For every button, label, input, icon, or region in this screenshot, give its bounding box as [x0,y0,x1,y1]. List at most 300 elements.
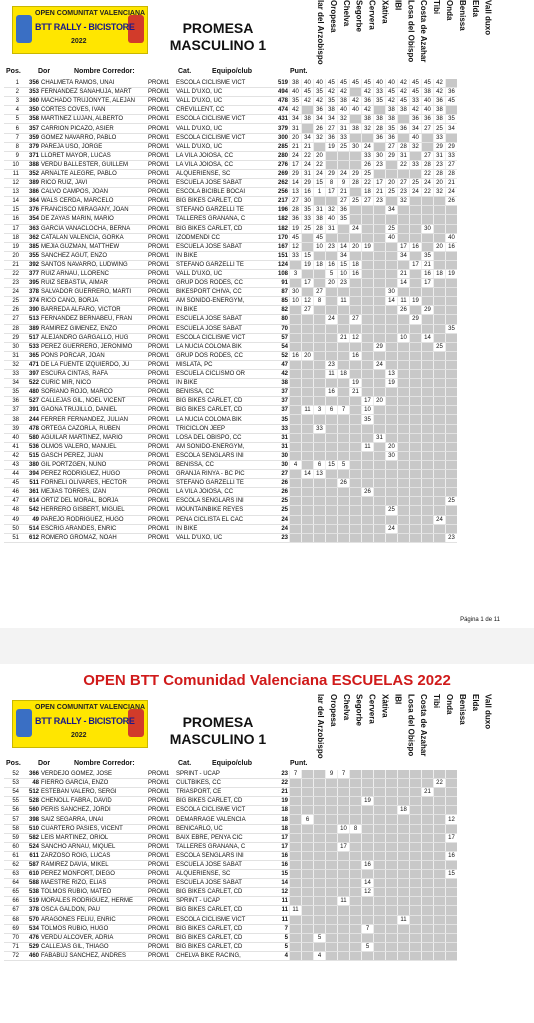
race-score-cell [446,360,458,369]
race-score-cell [290,933,302,942]
rider-position: 41 [4,442,20,451]
rider-bib: 49 [20,515,40,524]
race-score-cell [422,133,434,142]
race-score-cell [398,770,410,779]
race-score-cell: 21 [398,269,410,278]
race-score-cell: 31 [338,124,350,133]
race-score-cell: 42 [350,97,362,106]
race-score-cell [386,942,398,951]
race-score-cell [362,324,374,333]
rider-team: LA NUCIA COLOMA BIK [175,342,271,351]
rider-team: MOUNTAINBIKE REYES [175,506,271,515]
race-score-cell [398,533,410,542]
race-score-cell [446,433,458,442]
race-score-cell [338,906,350,915]
table-row [4,506,457,515]
rider-position: 12 [4,179,20,188]
rider-team: LA VILA JOIOSA, CC [175,488,271,497]
table-row [4,951,457,960]
race-score-cell [338,915,350,924]
rider-position: 35 [4,388,20,397]
race-score-cell [398,288,410,297]
race-score-cell: 3 [290,269,302,278]
race-score-cell [422,870,434,879]
race-score-cell [290,379,302,388]
rider-name: OSCA GALDON, PAU [40,906,147,915]
race-score-cell [350,297,362,306]
rider-name: SAIZ SEGARRA, UNAI [40,815,147,824]
race-score-cell: 38 [290,79,302,88]
race-score-cell [362,933,374,942]
rider-points: 11 [271,897,290,906]
race-score-cell [386,342,398,351]
rider-category: PROM1 [147,342,175,351]
race-score-cell [410,924,422,933]
race-score-cell [446,515,458,524]
race-score-cell: 40 [326,215,338,224]
race-score-cell [434,297,446,306]
race-score-cell: 8 [326,179,338,188]
race-score-cell [410,388,422,397]
race-score-cell: 16 [302,188,314,197]
rider-bib: 378 [20,288,40,297]
race-score-cell: 29 [290,169,302,178]
table-row [4,442,457,451]
table-row [4,360,457,369]
race-score-cell [302,324,314,333]
race-score-cell [338,524,350,533]
race-score-cell: 26 [398,306,410,315]
race-score-cell [434,406,446,415]
race-score-cell [446,370,458,379]
race-score-cell [350,488,362,497]
rider-name: ORTEGA CAZORLA, RUBEN [40,424,147,433]
race-score-cell: 45 [446,97,458,106]
race-score-cell [350,842,362,851]
rider-name: ZARZOSO ROIG, LUCAS [40,851,147,860]
rider-name: FIERRO GARCIA, ENZO [40,779,147,788]
rider-name: VERDU ALCOVER, ADRIA [40,933,147,942]
race-score-cell: 16 [290,351,302,360]
race-score-cell: 25 [386,188,398,197]
race-score-cell [434,533,446,542]
race-score-cell: 17 [422,279,434,288]
rider-bib: 244 [20,415,40,424]
header-name: Nombre Corredor: [74,68,135,75]
race-score-cell [434,488,446,497]
race-score-cell [410,497,422,506]
rider-team: CREVILLENT, CC [175,106,271,115]
race-score-cell [290,779,302,788]
race-score-cell [422,397,434,406]
race-score-cell [290,479,302,488]
rider-position: 2 [4,88,20,97]
rider-position: 9 [4,151,20,160]
rider-name: AGUILAR MARTINEZ, MARIO [40,433,147,442]
race-score-cell [302,397,314,406]
logo-line-2: BTT RALLY - BICISTORE [35,22,135,32]
race-score-cell [350,370,362,379]
race-score-cell [362,524,374,533]
race-score-cell [410,770,422,779]
table-row [4,324,457,333]
rider-points: 11 [271,915,290,924]
rider-bib: 354 [20,215,40,224]
category-title-line-1: PROMESA [182,20,254,36]
rider-name: ALEJANDRO GARGALLO, HUG [40,333,147,342]
rider-bib: 536 [20,442,40,451]
rider-points: 57 [271,333,290,342]
rider-team: ESCOLA SENGLARS INI [175,497,271,506]
rider-name: GOMEZ NAVARRO, PABLO [40,133,147,142]
rider-team: CULTBIKES, CC [175,779,271,788]
results-page-2 [0,664,534,1023]
race-score-cell: 20 [386,442,398,451]
p1-race-header: IBI [393,0,403,11]
race-score-cell: 34 [410,124,422,133]
rider-bib: 390 [20,306,40,315]
race-score-cell [314,842,326,851]
race-score-cell: 35 [314,88,326,97]
race-score-cell: 16 [326,388,338,397]
race-score-cell: 18 [350,260,362,269]
race-score-cell [338,860,350,869]
race-score-cell: 28 [290,206,302,215]
race-score-cell: 30 [422,224,434,233]
race-score-cell [350,497,362,506]
race-score-cell [302,242,314,251]
rider-points: 26 [271,488,290,497]
race-score-cell [362,815,374,824]
race-score-cell: 6 [326,406,338,415]
race-score-cell: 45 [338,79,350,88]
race-score-cell: 21 [338,188,350,197]
rider-bib: 355 [20,251,40,260]
race-score-cell [446,933,458,942]
race-score-cell [374,424,386,433]
rider-team: ESCOLA CICLISME VICT [175,915,271,924]
table-row [4,388,457,397]
rider-points: 17 [271,842,290,851]
table-row [4,397,457,406]
table-row [4,88,457,97]
race-score-cell: 25 [386,506,398,515]
race-score-cell [350,951,362,960]
race-score-cell [410,833,422,842]
race-score-cell [302,424,314,433]
rider-bib: 389 [20,324,40,333]
race-score-cell [434,197,446,206]
rider-team: MISLATA, PC [175,360,271,369]
race-score-cell [446,879,458,888]
race-score-cell: 29 [422,306,434,315]
race-score-cell [290,279,302,288]
rider-bib: 353 [20,88,40,97]
race-score-cell [326,488,338,497]
race-score-cell: 13 [290,188,302,197]
race-score-cell [362,269,374,278]
race-score-cell [410,424,422,433]
race-score-cell [350,942,362,951]
race-score-cell [434,524,446,533]
table-row [4,860,457,869]
race-score-cell: 45 [326,79,338,88]
p2-race-header: lar del Arzobispo [316,694,325,759]
rider-category: PROM1 [147,188,175,197]
race-score-cell: 36 [386,133,398,142]
race-score-cell [374,488,386,497]
rider-points: 108 [271,269,290,278]
rider-team: VALL D'UXO, UC [175,88,271,97]
race-score-cell [374,851,386,860]
race-score-cell [314,333,326,342]
rider-team: IN BIKE [175,251,271,260]
race-score-cell [410,224,422,233]
header-dor: Dor [38,68,51,75]
race-score-cell: 36 [374,133,386,142]
race-score-cell [446,806,458,815]
race-score-cell [314,888,326,897]
race-score-cell: 17 [326,188,338,197]
race-score-cell [398,433,410,442]
race-score-cell [434,333,446,342]
p2-race-header: Segorbe [354,694,364,727]
race-score-cell [422,824,434,833]
race-score-cell [422,815,434,824]
race-score-cell [434,497,446,506]
rider-bib: 350 [20,106,40,115]
race-score-cell: 24 [302,160,314,169]
race-score-cell [302,951,314,960]
rider-position: 51 [4,533,20,542]
race-score-cell: 28 [446,169,458,178]
rider-category: PROM1 [147,460,175,469]
rider-category: PROM1 [147,179,175,188]
race-score-cell: 42 [362,88,374,97]
race-score-cell [386,488,398,497]
race-score-cell [410,433,422,442]
race-score-cell: 40 [374,79,386,88]
race-score-cell [398,133,410,142]
race-score-cell [374,406,386,415]
race-score-cell: 38 [386,106,398,115]
race-score-cell [398,324,410,333]
race-score-cell [326,851,338,860]
race-score-cell [446,770,458,779]
rider-name: RICO RUIZ, JAVI [40,179,147,188]
race-score-cell: 17 [374,179,386,188]
race-score-cell [362,506,374,515]
rider-name: SANCHEZ AGUT, ENZO [40,251,147,260]
race-score-cell [410,842,422,851]
p1-race-header: Benissa [457,0,467,31]
race-score-cell: 25 [410,179,422,188]
race-score-cell [362,279,374,288]
race-score-cell: 36 [362,97,374,106]
race-score-cell: 14 [398,279,410,288]
race-score-cell [446,260,458,269]
race-score-cell [398,779,410,788]
rider-points: 5 [271,942,290,951]
table-row [4,451,457,460]
race-score-cell [338,397,350,406]
race-score-cell [446,333,458,342]
race-score-cell [290,451,302,460]
race-score-cell [290,506,302,515]
rider-position: 27 [4,315,20,324]
race-score-cell [314,397,326,406]
race-score-cell [422,460,434,469]
race-score-cell: 21 [350,388,362,397]
race-score-cell: 19 [446,269,458,278]
race-score-cell [446,206,458,215]
race-score-cell [410,279,422,288]
race-score-cell [314,251,326,260]
table-row [4,879,457,888]
rider-name: PAREJA USO, JORGE [40,142,147,151]
race-score-cell [398,942,410,951]
race-score-cell [350,406,362,415]
rider-name: MAESTRE RIZO, ELIAS [40,879,147,888]
race-score-cell [314,533,326,542]
race-score-cell: 33 [446,151,458,160]
rider-position: 42 [4,451,20,460]
race-score-cell: 32 [434,188,446,197]
race-score-cell: 18 [362,188,374,197]
race-score-cell [374,942,386,951]
race-score-cell [350,424,362,433]
race-score-cell [422,524,434,533]
table-row [4,351,457,360]
rider-position: 38 [4,415,20,424]
rider-position: 17 [4,224,20,233]
race-score-cell [314,415,326,424]
race-score-cell [422,315,434,324]
p2-race-header: IBI [393,694,403,705]
race-score-cell: 42 [314,97,326,106]
race-score-cell [290,415,302,424]
race-score-cell: 27 [338,197,350,206]
race-score-cell: 45 [350,79,362,88]
race-score-cell: 21 [446,179,458,188]
race-score-cell: 21 [338,333,350,342]
race-score-cell [302,851,314,860]
rider-bib: 513 [20,315,40,324]
table-row [4,770,457,779]
race-score-cell [350,788,362,797]
race-score-cell [374,524,386,533]
rider-points: 24 [271,524,290,533]
race-score-cell [362,224,374,233]
race-score-cell [350,306,362,315]
race-score-cell [338,324,350,333]
race-score-cell [290,942,302,951]
rider-bib: 471 [20,360,40,369]
rider-category: PROM1 [147,242,175,251]
race-score-cell: 17 [302,279,314,288]
rider-name: OLMOS VALERO, MANUEL [40,442,147,451]
race-score-cell [434,251,446,260]
race-score-cell [422,406,434,415]
rider-bib: 397 [20,370,40,379]
table-row [4,415,457,424]
race-score-cell [326,433,338,442]
race-score-cell [386,460,398,469]
rider-position: 13 [4,188,20,197]
race-score-cell [386,251,398,260]
race-score-cell [326,515,338,524]
race-score-cell: 30 [302,197,314,206]
race-score-cell [422,297,434,306]
race-score-cell [302,497,314,506]
race-score-cell [446,251,458,260]
rider-category: PROM1 [147,788,175,797]
race-score-cell [422,433,434,442]
rider-bib: 362 [20,233,40,242]
race-score-cell [386,915,398,924]
race-score-cell [290,397,302,406]
rider-bib: 538 [20,888,40,897]
race-score-cell [386,415,398,424]
race-score-cell [446,415,458,424]
race-score-cell [290,897,302,906]
race-score-cell [362,806,374,815]
race-score-cell [302,442,314,451]
race-score-cell: 36 [338,206,350,215]
table-row [4,151,457,160]
race-score-cell [374,315,386,324]
race-score-cell [398,260,410,269]
race-score-cell: 28 [434,169,446,178]
race-score-cell: 10 [338,824,350,833]
race-score-cell [398,342,410,351]
race-score-cell [326,906,338,915]
race-score-cell [350,215,362,224]
race-score-cell: 38 [434,106,446,115]
p1-race-header: Costa de Azahar [419,0,429,63]
rider-points: 37 [271,388,290,397]
rider-bib: 358 [20,115,40,124]
race-score-cell [338,797,350,806]
race-score-cell [386,870,398,879]
race-score-cell [350,915,362,924]
race-score-cell [290,342,302,351]
race-score-cell [362,779,374,788]
race-score-cell [374,142,386,151]
race-score-cell [362,842,374,851]
rider-category: PROM1 [147,88,175,97]
race-score-cell [434,279,446,288]
race-score-cell [422,351,434,360]
race-score-cell: 25 [434,124,446,133]
race-score-cell [410,888,422,897]
race-score-cell [338,442,350,451]
race-score-cell [350,433,362,442]
rider-team: BENISSA, CC [175,388,271,397]
race-score-cell [326,306,338,315]
race-score-cell: 34 [302,133,314,142]
race-score-cell: 42 [290,106,302,115]
race-score-cell [314,906,326,915]
race-score-cell [290,951,302,960]
rider-position: 63 [4,870,20,879]
logo-badge-left-2 [16,709,32,737]
table-row [4,870,457,879]
race-score-cell [386,842,398,851]
race-score-cell [362,251,374,260]
rider-team: STEFANO GARZELLI TE [175,479,271,488]
rider-position: 25 [4,297,20,306]
